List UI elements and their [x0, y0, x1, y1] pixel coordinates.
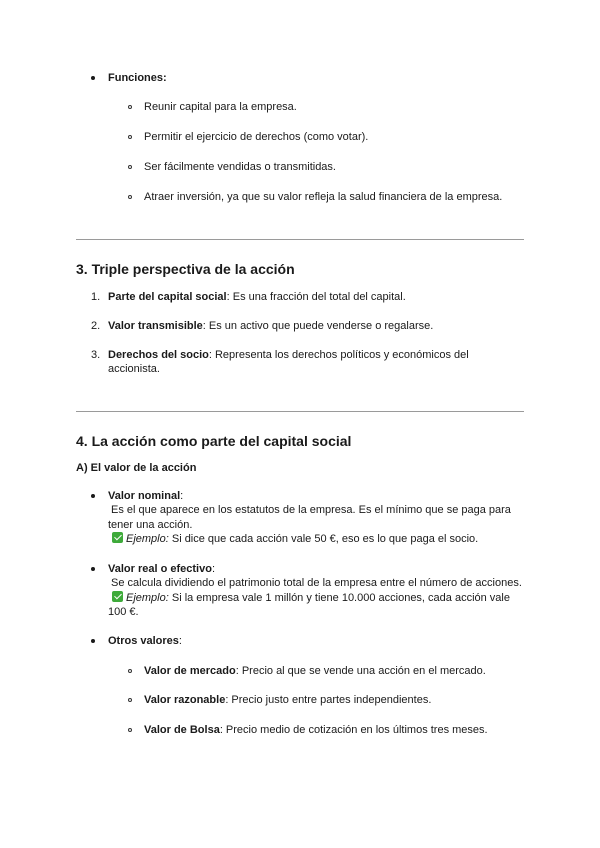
bullet-circle [128, 195, 132, 199]
valor-real-label: Valor real o efectivo: [108, 563, 215, 575]
valor-nominal-desc: Es el que aparece en los estatutos de la empresa. Es el mínimo que se paga para [111, 504, 511, 516]
subsection-heading: A) El valor de la acción [76, 462, 197, 474]
funciones-label: Funciones: [108, 72, 167, 84]
bullet-disc [91, 567, 95, 571]
otros-valores-label: Otros valores: [108, 635, 182, 647]
horizontal-rule [76, 239, 524, 240]
otros-valores-item: Valor de Bolsa: Precio medio de cotización en los últimos tres meses. [144, 724, 488, 736]
funciones-item: Reunir capital para la empresa. [144, 101, 297, 113]
horizontal-rule [76, 411, 524, 412]
valor-nominal-example: Ejemplo: Si dice que cada acción vale 50 €, eso es lo que paga el socio. [112, 532, 478, 547]
check-icon [112, 532, 123, 543]
bullet-circle [128, 135, 132, 139]
funciones-item: Ser fácilmente vendidas o transmitidas. [144, 161, 336, 173]
funciones-item: Atraer inversión, ya que su valor refleja la salud financiera de la empresa. [144, 191, 503, 203]
valor-real-desc: Se calcula dividiendo el patrimonio total de la empresa entre el número de acciones. [111, 577, 522, 589]
bullet-circle [128, 165, 132, 169]
valor-real-example: Ejemplo: Si la empresa vale 1 millón y tiene 10.000 acciones, cada acción vale [112, 591, 510, 606]
valor-nominal-label: Valor nominal: [108, 490, 184, 502]
bullet-circle [128, 728, 132, 732]
check-icon [112, 591, 123, 602]
bullet-disc [91, 76, 95, 80]
funciones-item: Permitir el ejercicio de derechos (como votar). [144, 131, 369, 143]
bullet-disc [91, 494, 95, 498]
bullet-circle [128, 698, 132, 702]
section-4-heading: 4. La acción como parte del capital social [76, 433, 352, 449]
list-number: 1. [91, 291, 101, 303]
list-item: Valor transmisible: Es un activo que puede venderse o regalarse. [108, 320, 434, 332]
bullet-circle [128, 669, 132, 673]
valor-real-desc: 100 €. [108, 606, 139, 618]
valor-nominal-desc: tener una acción. [108, 519, 193, 531]
list-number: 2. [91, 320, 101, 332]
list-item-continuation: accionista. [108, 363, 160, 375]
bullet-circle [128, 105, 132, 109]
otros-valores-item: Valor razonable: Precio justo entre partes independientes. [144, 694, 432, 706]
list-item: Derechos del socio: Representa los derechos políticos y económicos del [108, 349, 469, 361]
bullet-disc [91, 639, 95, 643]
otros-valores-item: Valor de mercado: Precio al que se vende una acción en el mercado. [144, 665, 486, 677]
list-number: 3. [91, 349, 101, 361]
list-item: Parte del capital social: Es una fracción del total del capital. [108, 291, 406, 303]
section-3-heading: 3. Triple perspectiva de la acción [76, 261, 295, 277]
